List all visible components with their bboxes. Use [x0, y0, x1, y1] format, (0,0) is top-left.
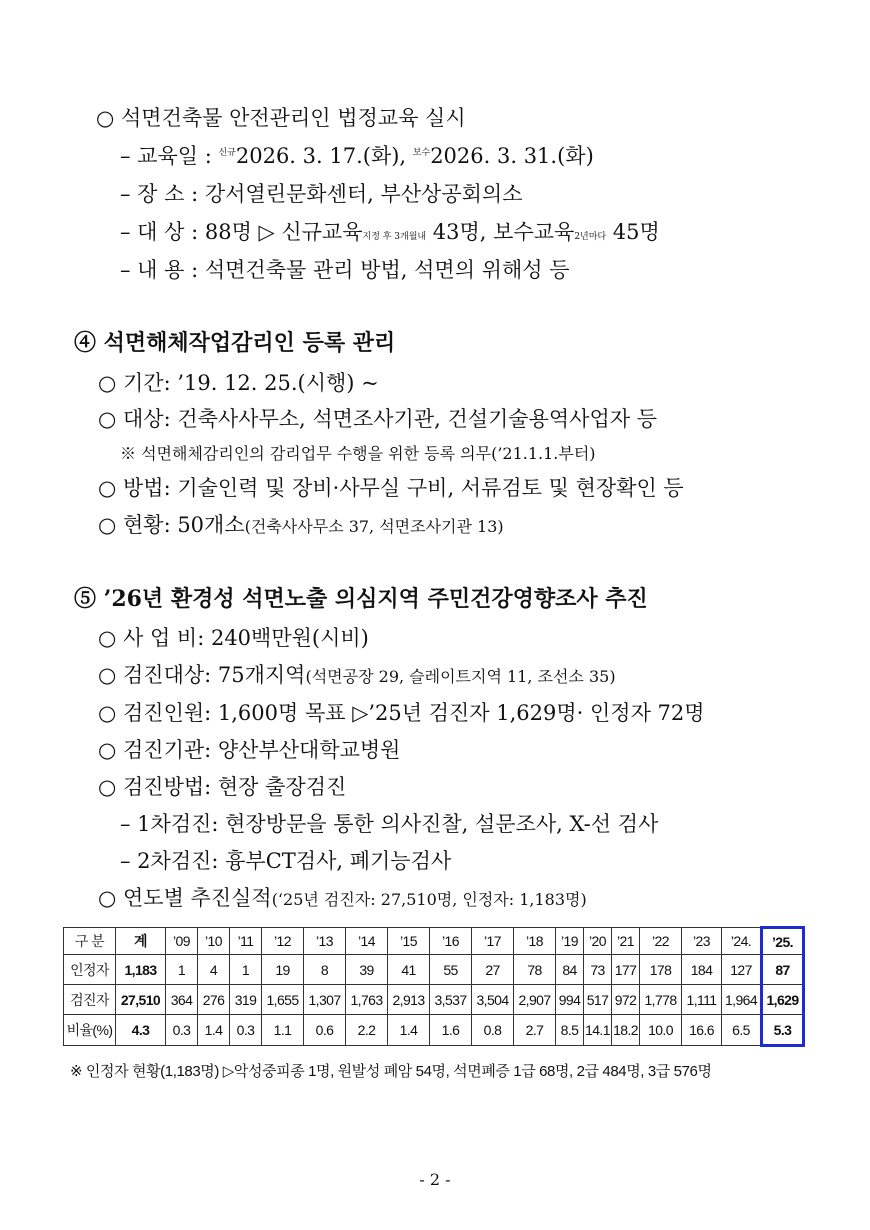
table-cell: 19: [262, 955, 304, 985]
s5-yearly: ○ 연도별 추진실적(‘25년 검진자: 27,510명, 인정자: 1,183명): [98, 886, 587, 910]
table-cell: 41: [388, 955, 430, 985]
table-cell: 0.3: [166, 1015, 198, 1046]
s5-second-exam: – 2차검진: 흉부CT검사, 폐기능검사: [120, 849, 452, 873]
table-header-cell: ’12: [262, 928, 304, 955]
table-cell: 0.8: [472, 1015, 514, 1046]
table-cell-highlight: 5.3: [762, 1015, 804, 1046]
s5-people: ○ 검진인원: 1,600명 목표 ▷’25년 검진자 1,629명· 인정자 72명: [98, 701, 705, 725]
table-cell: 인정자: [64, 955, 116, 985]
table-header-cell: ’23: [682, 928, 722, 955]
table-cell: 3,537: [430, 985, 472, 1015]
table-cell: 검진자: [64, 985, 116, 1015]
table-cell: 177: [612, 955, 640, 985]
table-cell: 55: [430, 955, 472, 985]
edu-place: – 장 소 : 강서열린문화센터, 부산상공회의소: [120, 182, 523, 206]
table-cell: 4.3: [116, 1015, 166, 1046]
s4-target: ○ 대상: 건축사사무소, 석면조사기관, 건설기술용역사업자 등: [98, 407, 657, 431]
table-cell: 994: [556, 985, 584, 1015]
table-header-cell: ’19: [556, 928, 584, 955]
s5-method: ○ 검진방법: 현장 출장검진: [98, 775, 347, 799]
section5-heading: ⑤ ’26년 환경성 석면노출 의심지역 주민건강영향조사 추진: [74, 586, 648, 612]
table-cell-highlight: 1,629: [762, 985, 804, 1015]
table-cell: 1,111: [682, 985, 722, 1015]
table-cell: 1,763: [346, 985, 388, 1015]
table-cell: 27,510: [116, 985, 166, 1015]
table-cell: 184: [682, 955, 722, 985]
table-header-cell: ’14: [346, 928, 388, 955]
table-header-cell: 계: [116, 928, 166, 955]
table-cell-highlight: 87: [762, 955, 804, 985]
table-cell: 39: [346, 955, 388, 985]
table-cell: 2,907: [514, 985, 556, 1015]
edu-date: – 교육일 : $^{신규}$2026. 3. 17.(화), $^{보수}$2026. 3. 31.(화): [120, 144, 594, 168]
table-row-certified: [64, 955, 804, 985]
table-cell: 4: [198, 955, 230, 985]
table-cell: 0.6: [304, 1015, 346, 1046]
table-header-cell: ’20: [584, 928, 612, 955]
s4-period: ○ 기간: ’19. 12. 25.(시행) ~: [98, 371, 379, 395]
page-number: - 2 -: [419, 1170, 451, 1189]
table-header-cell: ’10: [198, 928, 230, 955]
s5-first-exam: – 1차검진: 현장방문을 통한 의사진찰, 설문조사, X-선 검사: [120, 812, 659, 836]
table-cell: 1.1: [262, 1015, 304, 1046]
table-header-cell: ’09: [166, 928, 198, 955]
table-cell: 364: [166, 985, 198, 1015]
table-cell: 2.7: [514, 1015, 556, 1046]
table-cell: 1,964: [722, 985, 762, 1015]
table-header-row: [64, 928, 804, 955]
table-cell: 14.1: [584, 1015, 612, 1046]
table-cell: 3,504: [472, 985, 514, 1015]
footnote: ※ 인정자 현황(1,183명) ▷악성중피종 1명, 원발성 폐암 54명, 석면폐증 1급 68명, 2급 484명, 3급 576명: [70, 1063, 712, 1080]
edu-target: – 대 상 : 88명 ▷ 신규교육지정 후 3개월내 43명, 보수교육2년마다 45명: [120, 220, 660, 244]
edu-content: – 내 용 : 석면건축물 관리 방법, 석면의 위해성 등: [120, 258, 570, 282]
table-cell: 1.4: [198, 1015, 230, 1046]
table-cell: 73: [584, 955, 612, 985]
table-cell: 1: [166, 955, 198, 985]
table-cell: 0.3: [230, 1015, 262, 1046]
table-row-examined: [64, 985, 804, 1015]
table-cell: 127: [722, 955, 762, 985]
table-header-cell: ’11: [230, 928, 262, 955]
table-cell: 84: [556, 955, 584, 985]
table-cell: 78: [514, 955, 556, 985]
s5-budget: ○ 사 업 비: 240백만원(시비): [98, 626, 369, 650]
table-cell: 2,913: [388, 985, 430, 1015]
table-cell: 1,778: [640, 985, 682, 1015]
table-header-cell: ’21: [612, 928, 640, 955]
edu-title: ○ 석면건축물 안전관리인 법정교육 실시: [96, 106, 466, 130]
table-cell: 1.4: [388, 1015, 430, 1046]
table-cell: 1,307: [304, 985, 346, 1015]
table-cell: 2.2: [346, 1015, 388, 1046]
table-header-cell: ’18: [514, 928, 556, 955]
table-header-cell: ’15: [388, 928, 430, 955]
table-cell: 517: [584, 985, 612, 1015]
table-header-cell: ’17: [472, 928, 514, 955]
table-header-cell: ’22: [640, 928, 682, 955]
table-cell: 27: [472, 955, 514, 985]
yearly-results-table: [63, 926, 805, 1047]
table-cell: 1.6: [430, 1015, 472, 1046]
s5-area: ○ 검진대상: 75개지역(석면공장 29, 슬레이트지역 11, 조선소 35): [98, 663, 616, 687]
s4-method: ○ 방법: 기술인력 및 장비·사무실 구비, 서류검토 및 현장확인 등: [98, 476, 684, 500]
table-cell: 319: [230, 985, 262, 1015]
table-row-ratio: [64, 1015, 804, 1046]
table-cell: 1: [230, 955, 262, 985]
table-cell: 16.6: [682, 1015, 722, 1046]
s5-org: ○ 검진기관: 양산부산대학교병원: [98, 738, 401, 762]
table-header-cell: ’13: [304, 928, 346, 955]
table-cell: 6.5: [722, 1015, 762, 1046]
section4-heading: ④ 석면해체작업감리인 등록 관리: [74, 330, 396, 356]
table-cell: 276: [198, 985, 230, 1015]
table-cell: 비율(%): [64, 1015, 116, 1046]
table-header-cell: ’24.: [722, 928, 762, 955]
table-header-cell: 구 분: [64, 928, 116, 955]
s4-status: ○ 현황: 50개소(건축사사무소 37, 석면조사기관 13): [98, 513, 504, 537]
table-cell: 1,183: [116, 955, 166, 985]
table-cell: 972: [612, 985, 640, 1015]
table-cell: 178: [640, 955, 682, 985]
table-header-cell-highlight: ’25.: [762, 928, 804, 955]
table-cell: 1,655: [262, 985, 304, 1015]
table-cell: 8: [304, 955, 346, 985]
table-cell: 18.2: [612, 1015, 640, 1046]
table-cell: 8.5: [556, 1015, 584, 1046]
s4-note: ※ 석면해체감리인의 감리업무 수행을 위한 등록 의무(’21.1.1.부터): [120, 444, 596, 463]
table-cell: 10.0: [640, 1015, 682, 1046]
table-header-cell: ’16: [430, 928, 472, 955]
